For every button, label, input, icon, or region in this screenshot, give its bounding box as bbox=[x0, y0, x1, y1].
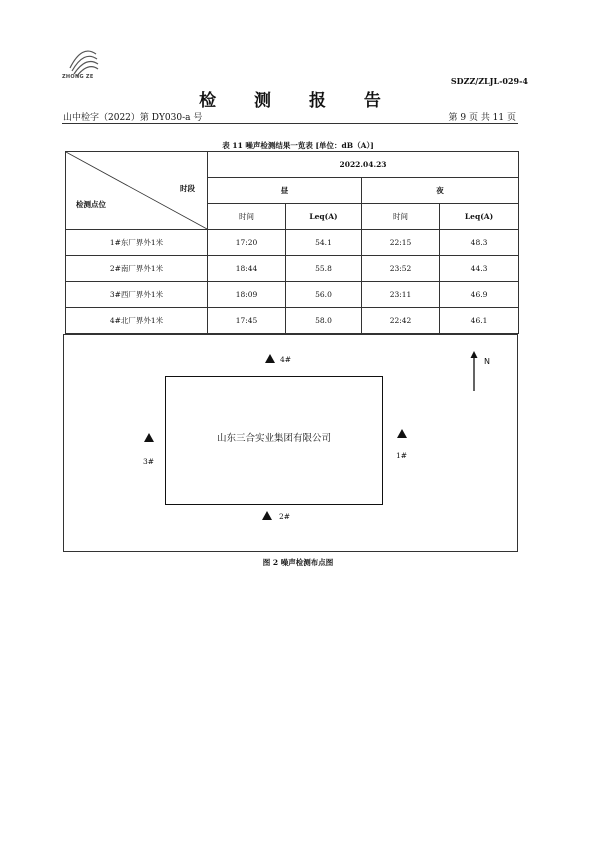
north-arrow-icon bbox=[470, 351, 478, 391]
day-time-cell: 18:44 bbox=[208, 256, 286, 282]
logo-text: ZHONG ZE bbox=[62, 74, 94, 80]
site-cell: 4#北厂界外1米 bbox=[66, 308, 208, 334]
night-time-cell: 23:11 bbox=[362, 282, 440, 308]
table-caption: 表 11 噪声检测结果一览表 [单位：dB（A）] bbox=[222, 141, 374, 150]
triangle-marker-icon bbox=[262, 511, 272, 520]
corner-site-label: 检测点位 bbox=[76, 200, 106, 209]
point-3-label: 3# bbox=[143, 457, 155, 466]
corner-header-cell bbox=[66, 152, 208, 230]
night-header: 夜 bbox=[362, 178, 519, 204]
night-time-header: 时间 bbox=[362, 204, 440, 230]
day-time-cell: 17:20 bbox=[208, 230, 286, 256]
page-title: 检 测 报 告 bbox=[199, 91, 397, 111]
day-header: 昼 bbox=[208, 178, 362, 204]
north-label: N bbox=[484, 357, 490, 366]
building-name: 山东三合实业集团有限公司 bbox=[216, 433, 331, 444]
point-2-label: 2# bbox=[279, 512, 291, 521]
triangle-marker-icon bbox=[265, 354, 275, 363]
triangle-marker-icon bbox=[397, 429, 407, 438]
night-time-cell: 23:52 bbox=[362, 256, 440, 282]
figure-caption: 图 2 噪声检测布点图 bbox=[262, 558, 334, 567]
night-leq-header: Leq(A) bbox=[440, 204, 519, 230]
night-time-cell: 22:15 bbox=[362, 230, 440, 256]
day-time-cell: 17:45 bbox=[208, 308, 286, 334]
day-leq-cell: 56.0 bbox=[286, 282, 362, 308]
night-leq-cell: 46.9 bbox=[440, 282, 519, 308]
noise-results-table bbox=[65, 151, 519, 334]
site-cell: 2#南厂界外1米 bbox=[66, 256, 208, 282]
table-row bbox=[66, 308, 519, 334]
night-leq-cell: 44.3 bbox=[440, 256, 519, 282]
table-row bbox=[66, 282, 519, 308]
day-time-header: 时间 bbox=[208, 204, 286, 230]
night-leq-cell: 48.3 bbox=[440, 230, 519, 256]
corner-period-label: 时段 bbox=[180, 184, 195, 193]
document-number: SDZZ/ZLJL-029-4 bbox=[450, 76, 528, 86]
site-cell: 1#东厂界外1米 bbox=[66, 230, 208, 256]
site-cell: 3#西厂界外1米 bbox=[66, 282, 208, 308]
triangle-marker-icon bbox=[144, 433, 154, 442]
page-number: 第 9 页 共 11 页 bbox=[448, 113, 516, 123]
day-leq-cell: 55.8 bbox=[286, 256, 362, 282]
day-leq-cell: 54.1 bbox=[286, 230, 362, 256]
table-row bbox=[66, 230, 519, 256]
day-leq-header: Leq(A) bbox=[286, 204, 362, 230]
night-leq-cell: 46.1 bbox=[440, 308, 519, 334]
point-1-label: 1# bbox=[396, 451, 408, 460]
night-time-cell: 22:42 bbox=[362, 308, 440, 334]
header-rule bbox=[62, 123, 518, 124]
point-4-label: 4# bbox=[280, 355, 292, 364]
date-header: 2022.04.23 bbox=[208, 152, 519, 178]
day-time-cell: 18:09 bbox=[208, 282, 286, 308]
table-row bbox=[66, 256, 519, 282]
report-reference: 山中检字（2022）第 DY030-a 号 bbox=[63, 113, 203, 123]
day-leq-cell: 58.0 bbox=[286, 308, 362, 334]
